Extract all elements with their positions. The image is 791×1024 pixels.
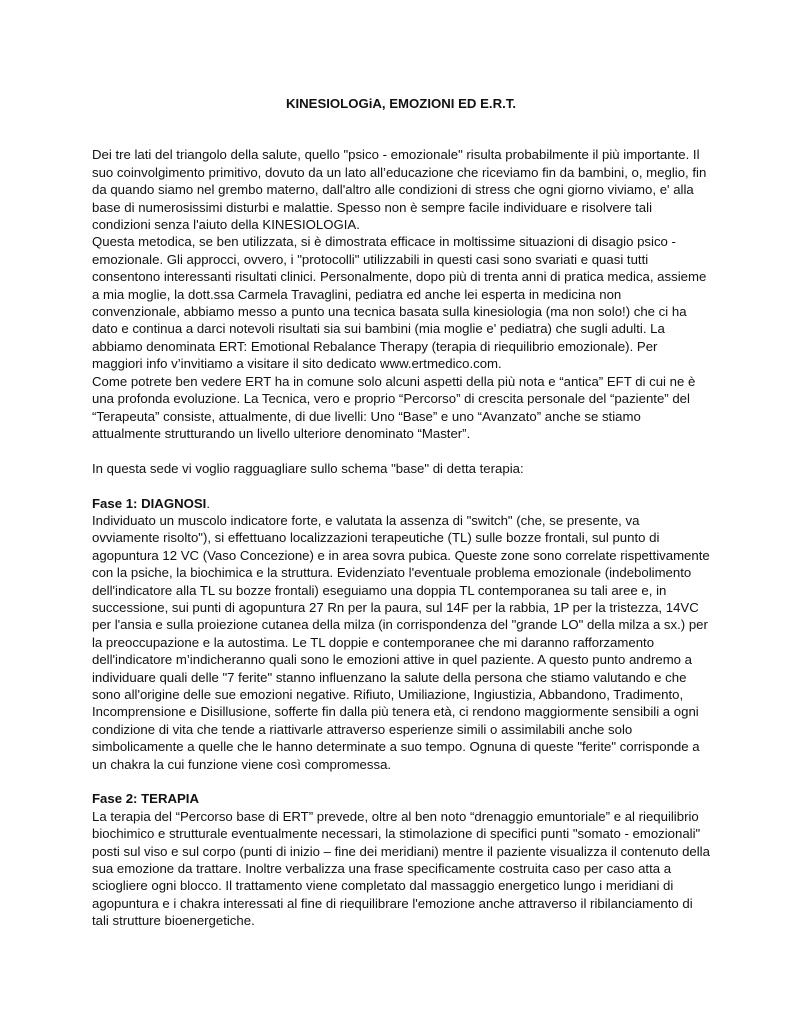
intro-paragraph-2: Questa metodica, se ben utilizzata, si è dimostrata efficace in moltissime situazioni di disagio psico - emozionale. Gli approcci, ovvero, i "protocolli" utilizzabili in questi casi sono svariati e quasi tutti consentono interessanti risultati clinici. Personalmente, dopo più di trenta anni di pratica medica, assieme a mia moglie, la dott.ssa Carmela Travaglini, pediatra ed anche lei esperta in medicina non convenzionale, abbiamo messo a punto una tecnica basata sulla kinesiologia (ma non solo!) che ci ha dato e continua a darci notevoli risultati sia sui bambini (mia moglie e' pediatra) che sugli adulti. La abbiamo denominata ERT: Emotional Rebalance Therapy (terapia di riequilibrio emozionale). Per maggiori info v’invitiamo a visitare il sito dedicato www.ertmedico.com. xyxy=(92,234,707,372)
fase1-heading-line xyxy=(92,495,710,512)
intro-paragraph-3: Come potrete ben vedere ERT ha in comune solo alcuni aspetti della più nota e “antica” EFT di cui ne è una profonda evoluzione. La Tecnica, vero e proprio “Percorso” di crescita personale del “paziente” del “Terapeuta” consiste, attualmente, di due livelli: Uno “Base” e uno “Avanzato” anche se stiamo attualmente strutturando un livello ulteriore denominato “Master”. xyxy=(92,373,696,441)
paragraph-spacer xyxy=(92,773,710,790)
fase2-heading: Fase 2: TERAPIA xyxy=(92,791,199,807)
fase2-body: La terapia del “Percorso base di ERT” prevede, oltre al ben noto “drenaggio emuntoriale” e al riequilibrio biochimico e strutturale eventualmente necessari, la stimolazione di specifici punti "somato - emozionali" posti sul viso e sul corpo (punti di inizio – fine dei meridiani) mentre il paziente visualizza il contenuto della sua emozione da trattare. Inoltre verbalizza una frase specificamente costruita caso per caso atta a sciogliere ogni blocco. Il trattamento viene completato dal massaggio energetico lungo i meridiani di agopuntura e i chakra interessati al fine di riequilibrare l'emozione anche attraverso il ribilanciamento di tali strutture bioenergetiche. xyxy=(92,808,710,929)
fase1-heading-suffix: . xyxy=(206,495,210,511)
intro-paragraph-4: In questa sede vi voglio ragguagliare sullo schema "base" di detta terapia: xyxy=(92,460,524,476)
fase1-body: Individuato un muscolo indicatore forte, e valutata la assenza di "switch" (che, se presente, va ovviamente risolto"), si effettuano localizzazioni terapeutiche (TL) sulle bozze frontali, sul punto di agopuntura 12 VC (Vaso Concezione) e in area sovra pubica. Queste zone sono correlate rispettivamente con la psiche, la biochimica e la struttura. Evidenziato l'eventuale problema emozionale (indebolimento dell'indicatore alla TL su bozze frontali) eseguiamo una doppia TL contemporanea su tali aree e, in successione, sui punti di agopuntura 27 Rn per la paura, sul 14F per la rabbia, 1P per la tristezza, 14VC per l'ansia e sulla proiezione cutanea della milza (in corrispondenza del "grande LO" della milza a sx.) per la preoccupazione e la autostima. Le TL doppie e contemporanee che mi daranno rafforzamento dell'indicatore m’indicheranno quali sono le emozioni attive in quel paziente. A questo punto andremo a individuare quali delle "7 ferite" stanno influenzano la salute della persona che stiamo valutando e che sono all'origine delle sue emozioni negative. Rifiuto, Umiliazione, Ingiustizia, Abbandono, Tradimento, Incomprensione e Disillusione, sofferte fin dalla più tenera età, ci rendono maggiormente sensibili a ogni condizione di vita che tende a riattivarle attraverso esperienze simili o assimilabili anche solo simbolicamente a quelle che le hanno determinate a suo tempo. Ognuna di queste "ferite" corrisponde a un chakra la cui funzione viene così compromessa. xyxy=(92,512,710,772)
paragraph-spacer xyxy=(92,477,710,494)
fase1-heading: Fase 1: DIAGNOSI xyxy=(92,495,207,511)
intro-paragraph-1: Dei tre lati del triangolo della salute, quello "psico - emozionale" risulta probabilmente il più importante. Il suo coinvolgimento primitivo, dovuto da un lato all’educazione che riceviamo fin da bambini, o, meglio, fin da quando siamo nel grembo materno, dall'altro alle condizioni di stress che ogni giorno viviamo, e' alla base di numerosissimi disturbi e malattie. Spesso non è sempre facile individuare e risolvere tali condizioni senza l'aiuto della KINESIOLOGIA. xyxy=(92,147,707,233)
document-title: KINESIOLOGiA, EMOZIONI ED E.R.T. xyxy=(285,96,517,111)
document-body xyxy=(92,95,710,930)
paragraph-spacer xyxy=(92,442,710,459)
